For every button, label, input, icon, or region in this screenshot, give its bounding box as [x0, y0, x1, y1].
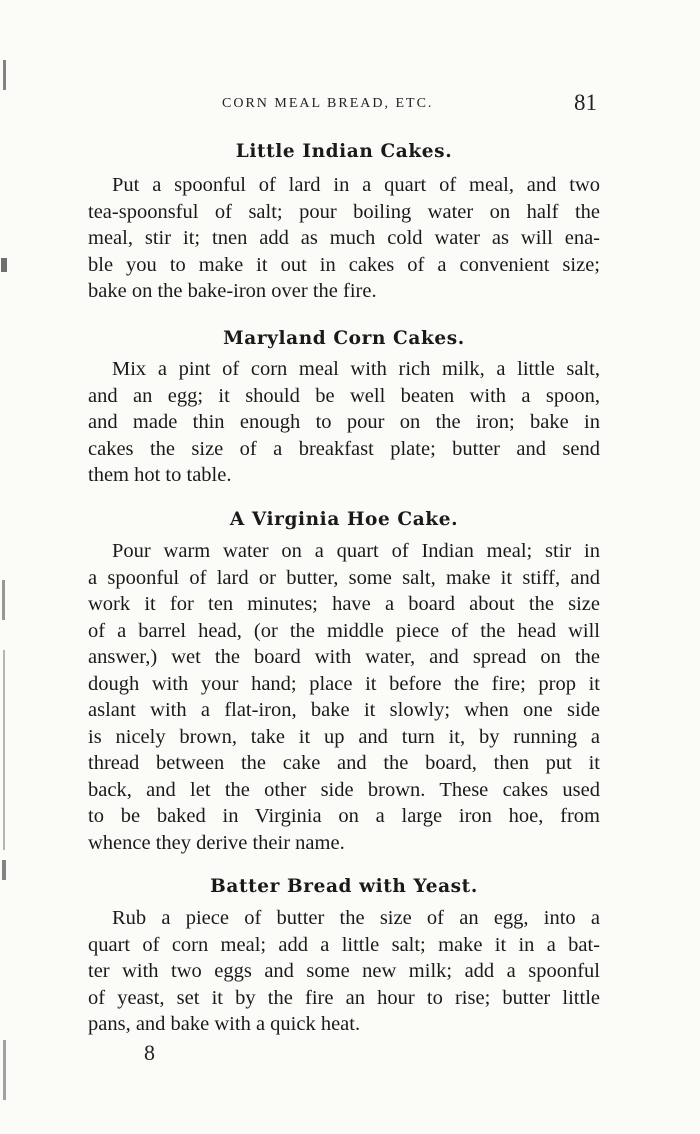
running-head [0, 92, 700, 122]
binding-edge-mark [1, 258, 7, 272]
text-line: is nicely brown, take it up and turn it, by running a [88, 725, 600, 748]
recipe-body [88, 905, 600, 1038]
text-line: pans, and bake with a quick heat. [88, 1013, 361, 1035]
recipe-body [88, 356, 600, 489]
text-line: Rub a piece of butter the size of an egg, into a [112, 907, 600, 929]
text-line: a spoonful of lard or butter, some salt, make it stiff, and [88, 566, 600, 589]
text-line: meal, stir it; tnen add as much cold water as will ena- [88, 227, 600, 249]
text-line: thread between the cake and the board, then put it [88, 752, 600, 774]
binding-edge-mark [2, 860, 6, 880]
text-line: Put a spoonful of lard in a quart of meal, and two [112, 174, 600, 196]
text-line: of a barrel head, (or the middle piece of the head will [88, 619, 600, 642]
text-line: and an egg; it should be well beaten with a spoon, [88, 384, 600, 407]
recipe-title: Maryland Corn Cakes. [223, 328, 465, 349]
text-line: ter with two eggs and some new milk; add a spoonful [88, 960, 600, 982]
text-line: of yeast, set it by the fire an hour to rise; butter little [88, 986, 600, 1009]
binding-edge-mark [3, 1040, 6, 1100]
text-line: quart of corn meal; add a little salt; make it in a bat- [88, 933, 600, 956]
text-line: them hot to table. [88, 464, 232, 486]
text-line: and made thin enough to pour on the iron; bake in [88, 411, 600, 433]
text-line: dough with your hand; place it before the fire; prop it [88, 672, 600, 695]
signature-mark: 8 [144, 1040, 155, 1065]
text-line: back, and let the other side brown. These cakes used [88, 778, 600, 801]
text-line: whence they derive their name. [88, 831, 345, 854]
binding-edge-mark [3, 650, 5, 850]
text-line: aslant with a flat-iron, bake it slowly; when one side [88, 699, 600, 721]
recipe-title: Batter Bread with Yeast. [210, 876, 478, 897]
recipe-title: A Virginia Hoe Cake. [229, 509, 459, 530]
text-line: Pour warm water on a quart of Indian meal; stir in [112, 540, 600, 562]
text-line: tea-spoonsful of salt; pour boiling water on half the [88, 200, 600, 223]
text-line: Mix a pint of corn meal with rich milk, a little salt, [112, 358, 600, 380]
text-line: ble you to make it out in cakes of a convenient size; [88, 253, 600, 276]
text-line: cakes the size of a breakfast plate; butter and send [88, 437, 600, 460]
page-number: 81 [574, 90, 597, 115]
text-line: bake on the bake-iron over the fire. [88, 280, 377, 302]
binding-edge-mark [3, 60, 6, 90]
running-title: CORN MEAL BREAD, ETC. [222, 96, 434, 111]
recipe-body [88, 172, 600, 305]
text-line: to be baked in Virginia on a large iron hoe, from [88, 805, 600, 827]
recipe-title: Little Indian Cakes. [235, 141, 453, 162]
text-line: answer,) wet the board with water, and spread on the [88, 646, 600, 668]
binding-edge-mark [2, 580, 5, 620]
recipe-body [88, 538, 600, 856]
text-line: work it for ten minutes; have a board about the size [88, 593, 600, 615]
